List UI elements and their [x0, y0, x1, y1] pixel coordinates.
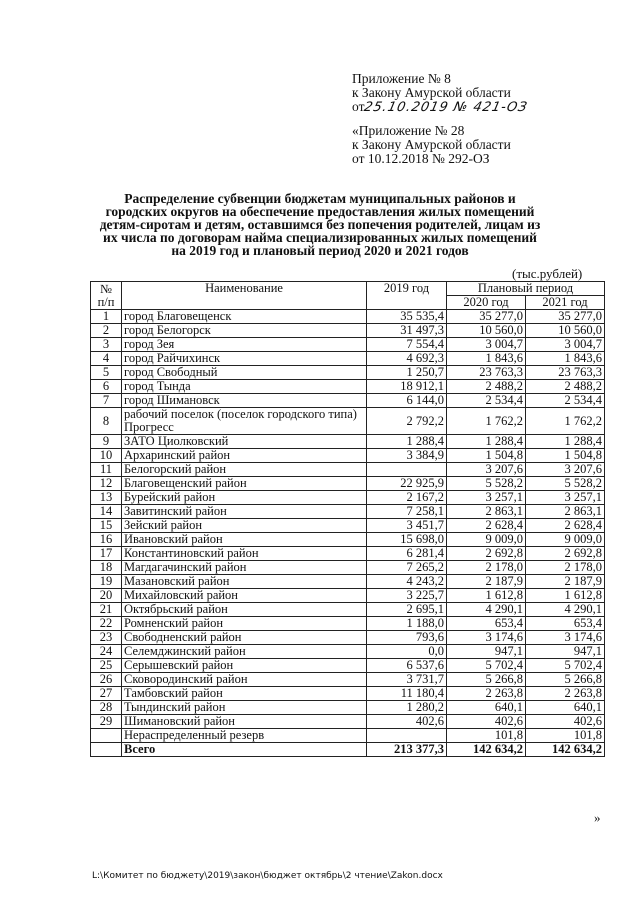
row-number-cell: 25	[91, 659, 122, 673]
appendix-28-date: от 10.12.2018 № 292-ОЗ	[352, 151, 490, 166]
row-2020-cell: 3 207,6	[447, 463, 526, 477]
row-number-cell	[91, 729, 122, 743]
row-2020-cell: 640,1	[447, 701, 526, 715]
appendix-28-title: «Приложение № 28	[352, 123, 465, 138]
row-number-cell: 13	[91, 491, 122, 505]
table-row	[91, 408, 605, 435]
row-number-cell: 10	[91, 449, 122, 463]
table-row	[91, 366, 605, 380]
row-2020-cell: 2 534,4	[447, 394, 526, 408]
row-2019-cell: 3 225,7	[367, 589, 447, 603]
row-number-cell: 20	[91, 589, 122, 603]
col-name-header: Наименование	[122, 282, 367, 310]
row-2021-cell: 3 257,1	[526, 491, 605, 505]
row-2021-cell: 1 762,2	[526, 408, 605, 435]
col-2020-header: 2020 год	[447, 296, 526, 310]
row-number-cell: 6	[91, 380, 122, 394]
row-2021-cell: 2 263,8	[526, 687, 605, 701]
table-row	[91, 687, 605, 701]
row-2019-cell: 2 167,2	[367, 491, 447, 505]
table-row	[91, 575, 605, 589]
title-line: городских округов на обеспечение предоставления жилых помещений	[105, 204, 535, 219]
row-2019-cell: 1 188,0	[367, 617, 447, 631]
row-2020-cell: 3 174,6	[447, 631, 526, 645]
row-2019-cell: 402,6	[367, 715, 447, 729]
row-2019-cell: 31 497,3	[367, 324, 447, 338]
row-2021-cell: 1 504,8	[526, 449, 605, 463]
table-row	[91, 561, 605, 575]
table-row	[91, 533, 605, 547]
row-2020-cell: 1 504,8	[447, 449, 526, 463]
row-name-cell: Селемджинский район	[122, 645, 367, 659]
row-number-cell: 1	[91, 310, 122, 324]
col-num-header	[91, 282, 122, 310]
row-2020-cell: 2 488,2	[447, 380, 526, 394]
row-number-cell: 12	[91, 477, 122, 491]
document-title	[80, 192, 560, 257]
row-number-cell: 9	[91, 435, 122, 449]
row-number-cell: 26	[91, 673, 122, 687]
row-2019-cell	[367, 729, 447, 743]
row-2020-cell: 3 257,1	[447, 491, 526, 505]
row-name-cell: Архаринский район	[122, 449, 367, 463]
row-2019-cell: 3 384,9	[367, 449, 447, 463]
row-2019-cell: 7 265,2	[367, 561, 447, 575]
row-2021-cell: 2 534,4	[526, 394, 605, 408]
row-2021-cell: 3 004,7	[526, 338, 605, 352]
table-row	[91, 505, 605, 519]
row-number-cell: 2	[91, 324, 122, 338]
row-name-cell: Тындинский район	[122, 701, 367, 715]
row-name-cell: Свободненский район	[122, 631, 367, 645]
row-name-cell: Тамбовский район	[122, 687, 367, 701]
row-2021-cell: 947,1	[526, 645, 605, 659]
row-2019-cell: 7 554,4	[367, 338, 447, 352]
row-2020-cell: 947,1	[447, 645, 526, 659]
row-2021-cell: 2 178,0	[526, 561, 605, 575]
row-2021-cell: 4 290,1	[526, 603, 605, 617]
row-2021-cell: 9 009,0	[526, 533, 605, 547]
row-name-cell: Завитинский район	[122, 505, 367, 519]
row-number-cell: 22	[91, 617, 122, 631]
row-2020-cell: 1 288,4	[447, 435, 526, 449]
row-2021-cell: 23 763,3	[526, 366, 605, 380]
row-2021-cell: 402,6	[526, 715, 605, 729]
row-name-cell: Михайловский район	[122, 589, 367, 603]
col-plan-header: Плановый период	[447, 282, 605, 296]
row-2019-cell: 2 792,2	[367, 408, 447, 435]
row-2021-cell: 2 628,4	[526, 519, 605, 533]
row-name-cell: Нераспределенный резерв	[122, 729, 367, 743]
row-name-cell: Серышевский район	[122, 659, 367, 673]
row-2020-cell: 2 178,0	[447, 561, 526, 575]
row-2021-cell: 5 266,8	[526, 673, 605, 687]
row-2021-cell: 5 528,2	[526, 477, 605, 491]
appendix-8-from: от	[352, 99, 365, 114]
row-number-cell: 21	[91, 603, 122, 617]
row-2020-cell: 1 843,6	[447, 352, 526, 366]
row-2019-cell: 0,0	[367, 645, 447, 659]
row-name-cell: Благовещенский район	[122, 477, 367, 491]
row-2020-cell: 2 863,1	[447, 505, 526, 519]
appendix-8-date-line	[352, 100, 528, 115]
total-label-cell: Всего	[122, 743, 367, 757]
row-2021-cell: 5 702,4	[526, 659, 605, 673]
total-2020-cell: 142 634,2	[447, 743, 526, 757]
table-row	[91, 380, 605, 394]
table-row	[91, 310, 605, 324]
row-name-cell: город Райчихинск	[122, 352, 367, 366]
subvention-table	[90, 281, 605, 757]
row-name-cell: Мазановский район	[122, 575, 367, 589]
row-number-cell: 19	[91, 575, 122, 589]
row-number-cell: 18	[91, 561, 122, 575]
row-2021-cell: 3 207,6	[526, 463, 605, 477]
row-number-cell: 7	[91, 394, 122, 408]
row-2019-cell: 22 925,9	[367, 477, 447, 491]
row-number-cell: 23	[91, 631, 122, 645]
row-number-cell: 14	[91, 505, 122, 519]
table-row	[91, 338, 605, 352]
row-2019-cell: 18 912,1	[367, 380, 447, 394]
row-number-cell: 29	[91, 715, 122, 729]
row-2021-cell: 10 560,0	[526, 324, 605, 338]
row-2020-cell: 2 187,9	[447, 575, 526, 589]
row-number-cell: 17	[91, 547, 122, 561]
row-2021-cell: 1 612,8	[526, 589, 605, 603]
row-2019-cell: 1 280,2	[367, 701, 447, 715]
row-name-cell: Зейский район	[122, 519, 367, 533]
row-2019-cell: 4 243,2	[367, 575, 447, 589]
row-2021-cell: 2 692,8	[526, 547, 605, 561]
table-body	[91, 310, 605, 757]
unit-label: (тыс.рублей)	[512, 266, 583, 281]
row-2020-cell: 653,4	[447, 617, 526, 631]
appendix-28-law: к Закону Амурской области	[352, 137, 511, 152]
row-2020-cell: 101,8	[447, 729, 526, 743]
table-row	[91, 603, 605, 617]
appendix-8-block	[352, 72, 528, 115]
row-2021-cell: 3 174,6	[526, 631, 605, 645]
total-empty-cell	[91, 743, 122, 757]
row-2021-cell: 1 843,6	[526, 352, 605, 366]
closing-quote: »	[594, 810, 601, 825]
row-2019-cell: 6 537,6	[367, 659, 447, 673]
row-name-cell: город Тында	[122, 380, 367, 394]
row-2020-cell: 1 612,8	[447, 589, 526, 603]
table-row	[91, 701, 605, 715]
table-row	[91, 659, 605, 673]
table-row	[91, 435, 605, 449]
col-num-label: №	[100, 281, 112, 296]
row-name-cell: Константиновский район	[122, 547, 367, 561]
row-number-cell: 11	[91, 463, 122, 477]
row-name-cell: Сковородинский район	[122, 673, 367, 687]
table-row	[91, 491, 605, 505]
row-2021-cell: 1 288,4	[526, 435, 605, 449]
row-2019-cell: 3 731,7	[367, 673, 447, 687]
row-2019-cell: 3 451,7	[367, 519, 447, 533]
row-2020-cell: 35 277,0	[447, 310, 526, 324]
col-2021-header: 2021 год	[526, 296, 605, 310]
row-2020-cell: 3 004,7	[447, 338, 526, 352]
row-name-cell: город Благовещенск	[122, 310, 367, 324]
table-row	[91, 631, 605, 645]
table-row	[91, 352, 605, 366]
table-total-row	[91, 743, 605, 757]
table-row	[91, 519, 605, 533]
row-2020-cell: 9 009,0	[447, 533, 526, 547]
row-2020-cell: 402,6	[447, 715, 526, 729]
row-2019-cell: 7 258,1	[367, 505, 447, 519]
total-2021-cell: 142 634,2	[526, 743, 605, 757]
total-2019-cell: 213 377,3	[367, 743, 447, 757]
row-2019-cell: 2 695,1	[367, 603, 447, 617]
table-row	[91, 673, 605, 687]
row-number-cell: 3	[91, 338, 122, 352]
row-name-cell: город Белогорск	[122, 324, 367, 338]
row-2019-cell: 35 535,4	[367, 310, 447, 324]
table-row	[91, 729, 605, 743]
row-2019-cell: 4 692,3	[367, 352, 447, 366]
row-number-cell: 16	[91, 533, 122, 547]
row-2020-cell: 5 702,4	[447, 659, 526, 673]
row-2020-cell: 10 560,0	[447, 324, 526, 338]
row-2020-cell: 4 290,1	[447, 603, 526, 617]
row-2021-cell: 101,8	[526, 729, 605, 743]
title-line: на 2019 год и плановый период 2020 и 2021 годов	[171, 243, 469, 258]
col-num-sublabel: п/п	[97, 294, 115, 309]
row-name-cell: ЗАТО Циолковский	[122, 435, 367, 449]
row-2021-cell: 2 187,9	[526, 575, 605, 589]
table-row	[91, 547, 605, 561]
row-number-cell: 24	[91, 645, 122, 659]
row-2020-cell: 5 528,2	[447, 477, 526, 491]
table-row	[91, 617, 605, 631]
row-2021-cell: 640,1	[526, 701, 605, 715]
table-row	[91, 463, 605, 477]
row-name-cell: Ромненский район	[122, 617, 367, 631]
title-line: Распределение субвенции бюджетам муниципальных районов и	[124, 191, 516, 206]
table-row	[91, 589, 605, 603]
row-2020-cell: 23 763,3	[447, 366, 526, 380]
table-header-row	[91, 282, 605, 296]
handwritten-date: 25.10.2019 № 421-ОЗ	[362, 100, 530, 115]
table-row	[91, 477, 605, 491]
row-name-cell: Октябрьский район	[122, 603, 367, 617]
row-2021-cell: 2 488,2	[526, 380, 605, 394]
col-2019-header: 2019 год	[367, 282, 447, 310]
row-2020-cell: 2 628,4	[447, 519, 526, 533]
row-2019-cell	[367, 463, 447, 477]
row-name-cell: город Шимановск	[122, 394, 367, 408]
table-row	[91, 449, 605, 463]
row-number-cell: 27	[91, 687, 122, 701]
file-path-footer: L:\Комитет по бюджету\2019\закон\бюджет октябрь\2 чтение\Zakon.docx	[92, 871, 443, 881]
row-2019-cell: 6 281,4	[367, 547, 447, 561]
row-2019-cell: 15 698,0	[367, 533, 447, 547]
row-number-cell: 4	[91, 352, 122, 366]
row-2020-cell: 2 263,8	[447, 687, 526, 701]
row-2021-cell: 35 277,0	[526, 310, 605, 324]
table-row	[91, 324, 605, 338]
row-name-cell: рабочий поселок (поселок городского типа) Прогресс	[122, 408, 367, 435]
row-name-cell: Шимановский район	[122, 715, 367, 729]
row-2019-cell: 793,6	[367, 631, 447, 645]
appendix-8-title: Приложение № 8	[352, 71, 451, 86]
row-2021-cell: 653,4	[526, 617, 605, 631]
table-row	[91, 715, 605, 729]
table-row	[91, 394, 605, 408]
row-number-cell: 15	[91, 519, 122, 533]
row-name-cell: Бурейский район	[122, 491, 367, 505]
row-name-cell: Магдагачинский район	[122, 561, 367, 575]
row-2021-cell: 2 863,1	[526, 505, 605, 519]
row-2019-cell: 11 180,4	[367, 687, 447, 701]
row-name-cell: Белогорский район	[122, 463, 367, 477]
row-number-cell: 28	[91, 701, 122, 715]
row-name-cell: Ивановский район	[122, 533, 367, 547]
row-2020-cell: 2 692,8	[447, 547, 526, 561]
title-line: их числа по договорам найма специализированных жилых помещений	[103, 230, 537, 245]
row-2020-cell: 1 762,2	[447, 408, 526, 435]
row-number-cell: 5	[91, 366, 122, 380]
appendix-8-law: к Закону Амурской области	[352, 85, 511, 100]
row-name-cell: город Зея	[122, 338, 367, 352]
row-2019-cell: 6 144,0	[367, 394, 447, 408]
appendix-28-block	[352, 124, 511, 166]
row-2019-cell: 1 250,7	[367, 366, 447, 380]
row-2020-cell: 5 266,8	[447, 673, 526, 687]
row-number-cell: 8	[91, 408, 122, 435]
row-2019-cell: 1 288,4	[367, 435, 447, 449]
title-line: детям-сиротам и детям, оставшимся без попечения родителей, лицам из	[99, 217, 541, 232]
table-row	[91, 645, 605, 659]
row-name-cell: город Свободный	[122, 366, 367, 380]
